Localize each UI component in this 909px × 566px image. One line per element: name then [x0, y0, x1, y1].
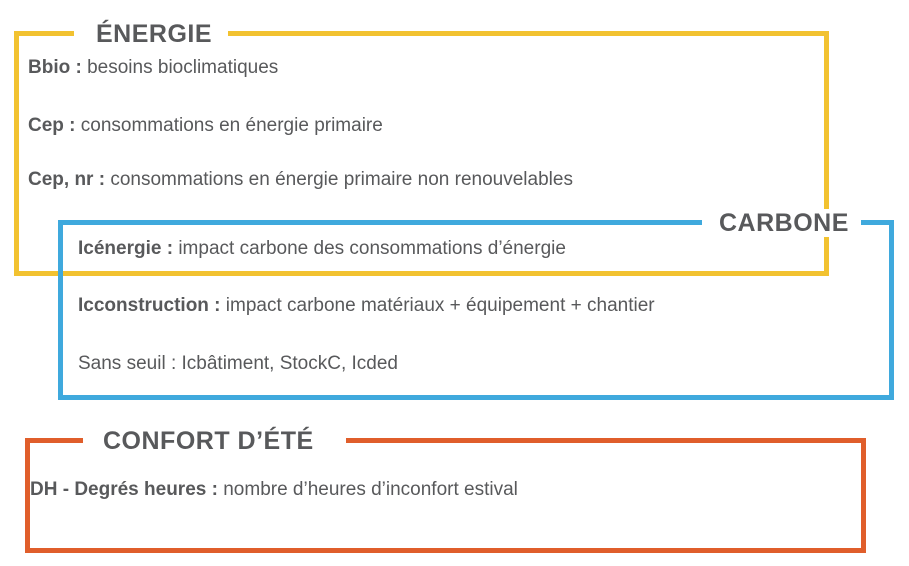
energie-box-top-right-segment [228, 31, 829, 36]
confort-entry-dh-definition: nombre d’heures d’inconfort estival [217, 479, 518, 500]
carbone-entry-icenergie [78, 237, 566, 261]
confort-group-title: CONFORT D’ÉTÉ [93, 427, 324, 455]
carbone-entry-sans-seuil [78, 352, 398, 376]
carbone-entry-sans-seuil-term: Sans seuil : [78, 353, 177, 374]
carbone-entry-icenergie-term: Icénergie : [78, 238, 174, 259]
energie-entry-bbio-term: Bbio : [28, 57, 82, 78]
confort-box-top-right-segment [346, 438, 866, 443]
carbone-entry-icconstruction-definition: impact carbone matériaux + équipement + chantier [220, 295, 655, 316]
energie-entry-cepnr-definition: consommations en énergie primaire non renouvelables [105, 169, 573, 190]
energie-entry-cep-term: Cep : [28, 115, 76, 136]
carbone-entry-sans-seuil-definition: Icbâtiment, StockC, Icded [176, 353, 398, 374]
carbone-box-top-left-segment [58, 220, 702, 225]
energie-entry-bbio [28, 56, 278, 80]
carbone-entry-icenergie-definition: impact carbone des consommations d’énergie [173, 238, 566, 259]
carbone-group-title: CARBONE [709, 209, 859, 237]
confort-entry-dh [30, 478, 518, 502]
energie-entry-bbio-definition: besoins bioclimatiques [81, 57, 279, 78]
energie-box-top-left-segment [14, 31, 74, 36]
carbone-entry-icconstruction-term: Icconstruction : [78, 295, 221, 316]
energie-entry-cep-definition: consommations en énergie primaire [75, 115, 383, 136]
energie-entry-cepnr [28, 168, 573, 192]
carbone-entry-icconstruction [78, 294, 655, 318]
energie-group-title: ÉNERGIE [86, 20, 222, 48]
confort-entry-dh-term: DH - Degrés heures : [30, 479, 218, 500]
energie-entry-cep [28, 114, 383, 138]
confort-box-top-left-segment [25, 438, 83, 443]
energie-entry-cepnr-term: Cep, nr : [28, 169, 106, 190]
carbone-box-top-right-segment [861, 220, 894, 225]
